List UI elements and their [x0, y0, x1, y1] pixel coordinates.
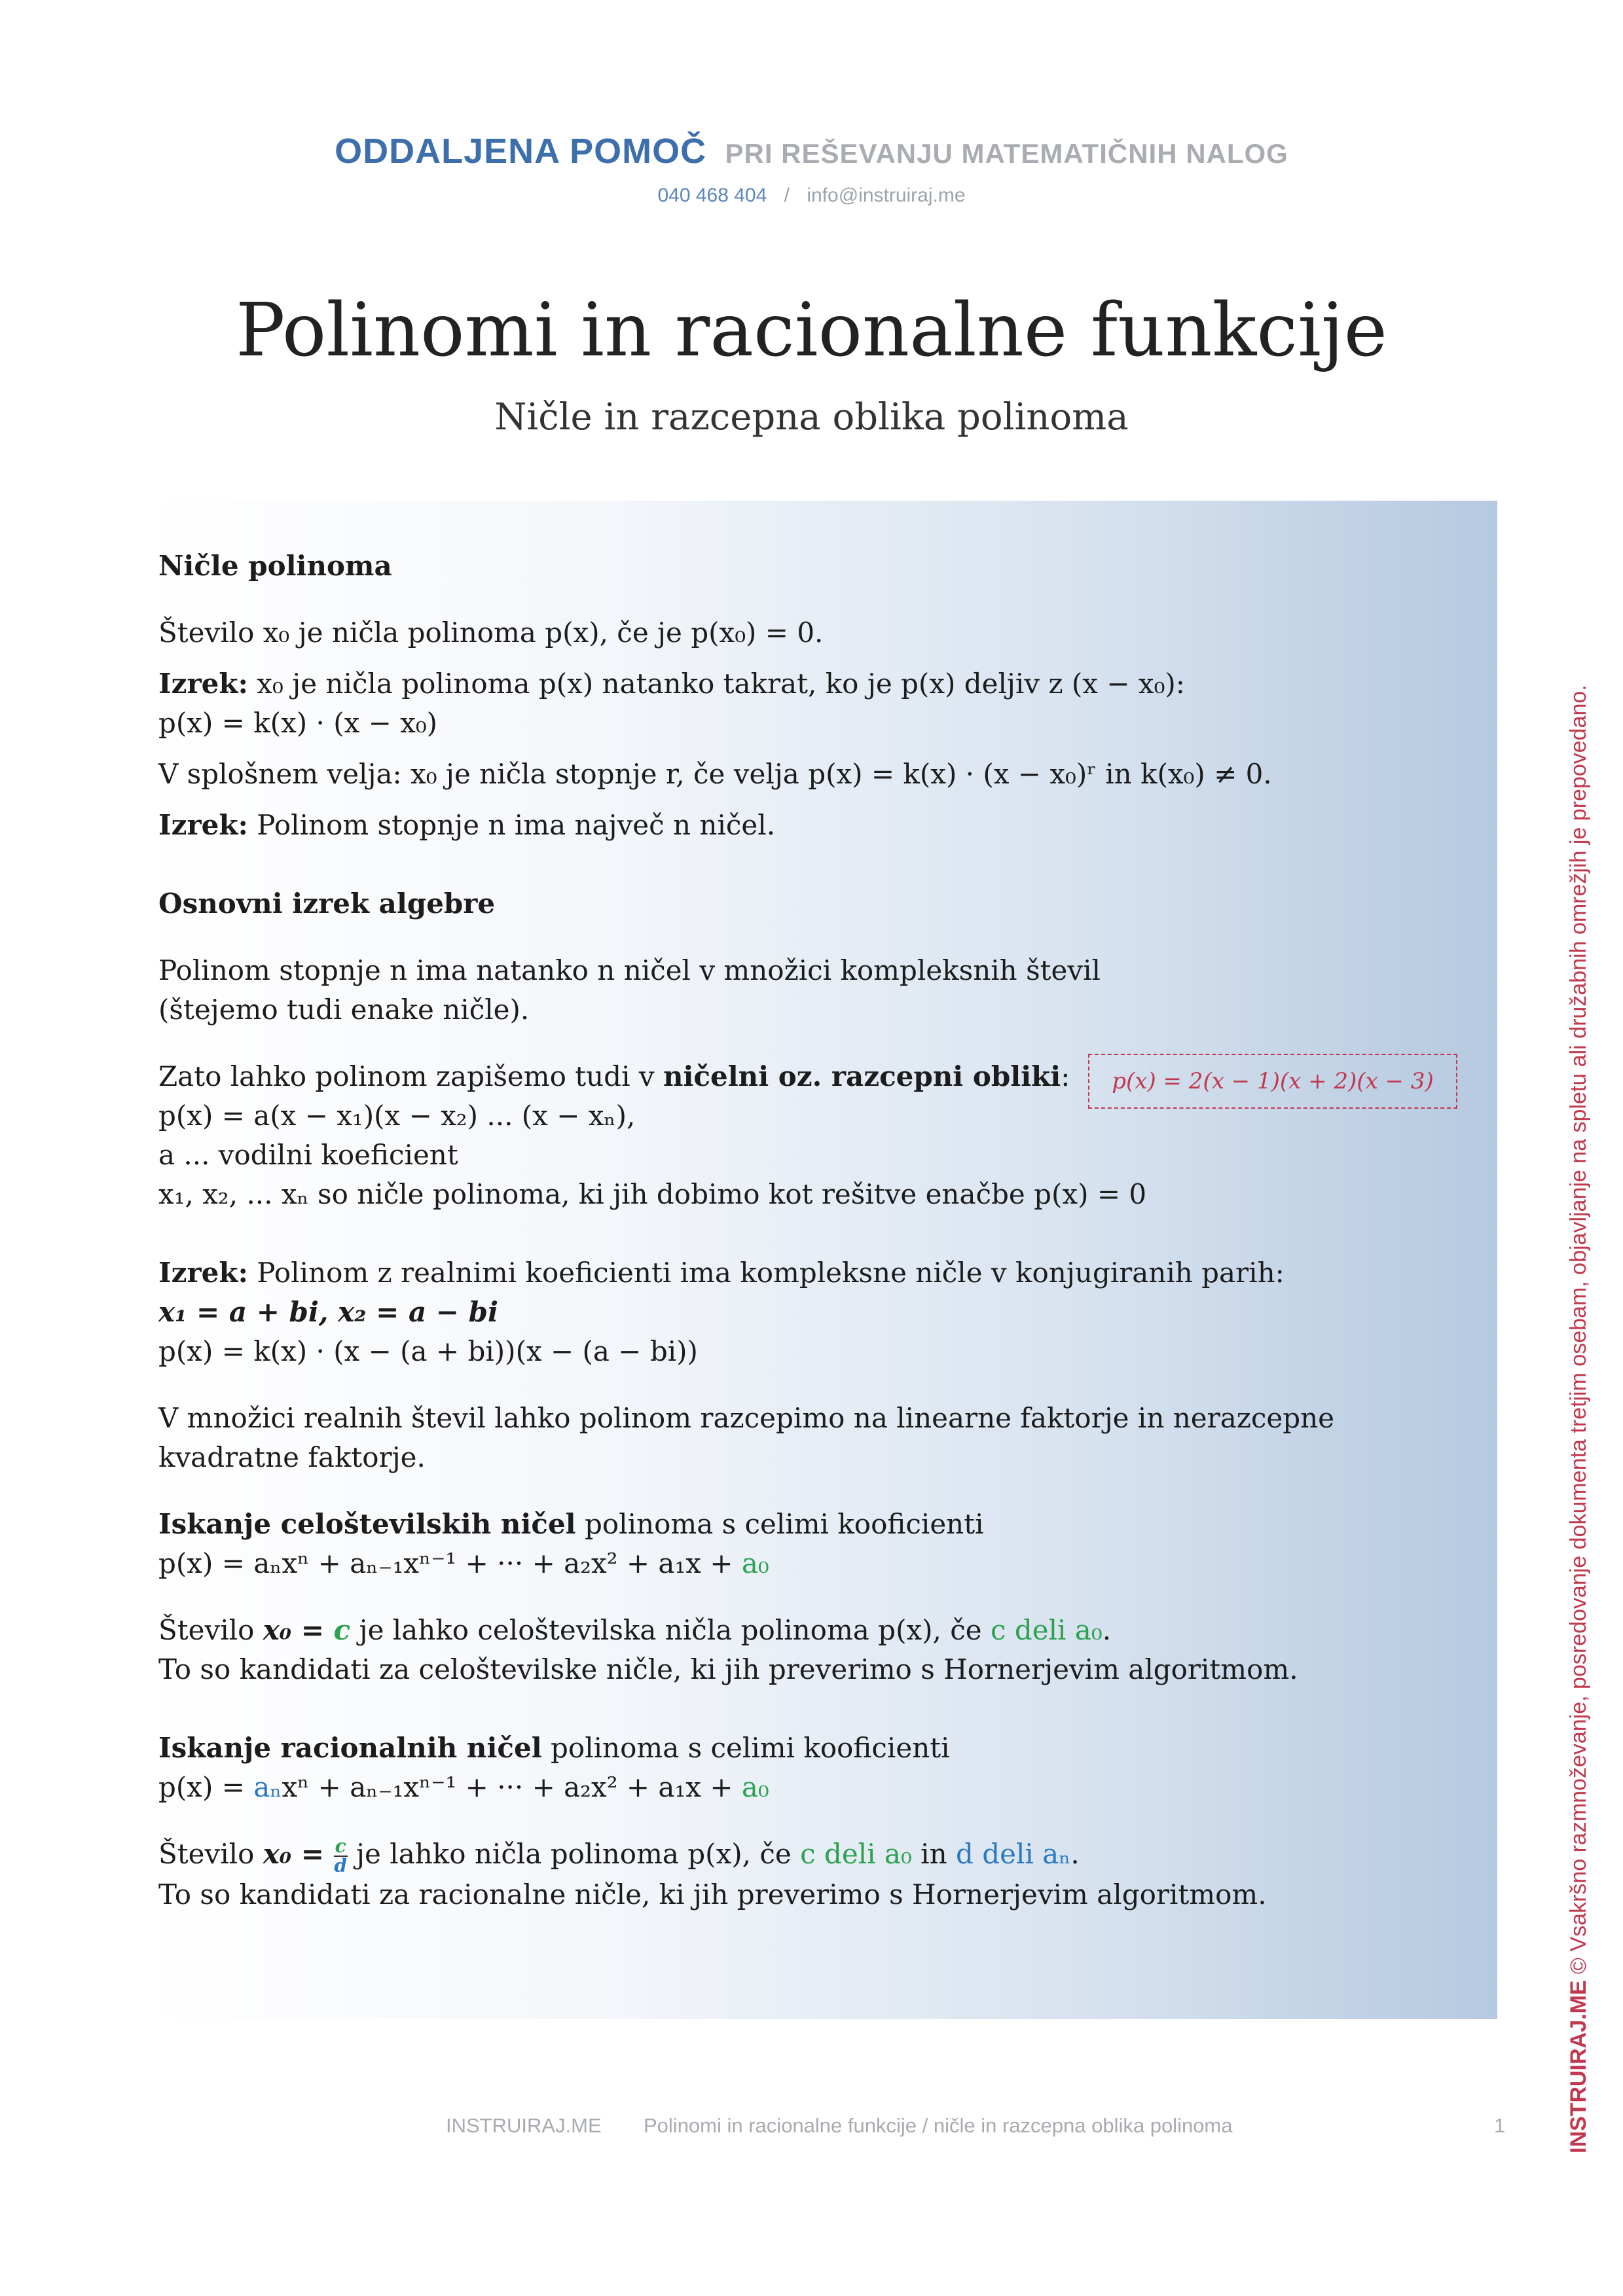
example-box: p(x) = 2(x − 1)(x + 2)(x − 3): [1088, 1054, 1457, 1109]
racionalne-mid: je lahko ničla polinoma p(x), če: [347, 1838, 801, 1870]
nicle-definition: Število x₀ je ničla polinoma p(x), če je p(x₀) = 0.: [158, 617, 824, 649]
osnovni-line1: Polinom stopnje n ima natanko n ničel v množici kompleksnih števil: [158, 954, 1101, 986]
racionalne-fraction: [334, 1837, 348, 1875]
razcepna-intro-pre: Zato lahko polinom zapišemo tudi v: [158, 1060, 663, 1092]
section-heading-osnovni: Osnovni izrek algebre: [158, 888, 496, 920]
racionalne-end: .: [1070, 1838, 1080, 1870]
celostevilske-stevilo-pre: Število: [158, 1614, 263, 1646]
razcepna-formula: p(x) = a(x − x₁)(x − x₂) ... (x − xₙ),: [158, 1100, 636, 1132]
celostevilske-heading-rest: polinoma s celimi kooficienti: [575, 1508, 984, 1540]
razcepna-intro-post: :: [1061, 1060, 1070, 1092]
nicle-resitve: x₁, x₂, ... xₙ so ničle polinoma, ki jih dobimo kot rešitve enačbe p(x) = 0: [158, 1178, 1147, 1210]
celostevilske-formula: [158, 1544, 1402, 1583]
header-tagline: PRI REŠEVANJU MATEMATIČNIH NALOG: [725, 138, 1288, 169]
section-heading-celostevilske: [158, 1505, 1402, 1544]
realni-razcep-1: V množici realnih števil lahko polinom razcepimo na linearne faktorje in nerazcepne: [158, 1402, 1335, 1434]
racionalne-cond2: d deli aₙ: [955, 1838, 1071, 1870]
racionalne-formula-a0: a₀: [741, 1771, 769, 1803]
celostevilske-end: .: [1102, 1614, 1112, 1646]
izrek2-text: Polinom stopnje n ima največ n ničel.: [247, 809, 776, 841]
racionalne-heading-bold: Iskanje racionalnih ničel: [158, 1732, 542, 1764]
header-separator: /: [784, 185, 790, 206]
fraction-denominator: d: [334, 1855, 347, 1876]
racionalne-x0: x₀ =: [263, 1838, 334, 1870]
page-title: Polinomi in racionalne funkcije: [236, 288, 1387, 373]
osnovni-line2: (štejemo tudi enake ničle).: [158, 994, 530, 1026]
racionalne-stevilo: [158, 1835, 1402, 1875]
izrek1-label: Izrek:: [158, 668, 248, 700]
racionalne-formula-pre: p(x) =: [158, 1771, 254, 1803]
celostevilske-mid: je lahko celoštevilska ničla polinoma p(x), če: [350, 1614, 991, 1646]
header-email[interactable]: info@instruiraj.me: [807, 185, 966, 206]
content: [158, 547, 1402, 1914]
racionalne-formula: [158, 1768, 1402, 1807]
racionalne-cond1: c deli a₀: [800, 1838, 912, 1870]
celostevilske-kandidati: To so kandidati za celoštevilske ničle, ki jih preverimo s Hornerjevim algoritmom.: [158, 1653, 1298, 1685]
izrek-kompleksne: [158, 1253, 1402, 1293]
celostevilske-formula-main: p(x) = aₙxⁿ + aₙ₋₁xⁿ⁻¹ + ··· + a₂x² + a₁x +: [158, 1547, 742, 1579]
racionalne-kandidati: To so kandidati za racionalne ničle, ki jih preverimo s Hornerjevim algoritmom.: [158, 1878, 1267, 1910]
izrek2-label: Izrek:: [158, 809, 248, 841]
header-line1: [0, 131, 1623, 171]
racionalne-stevilo-pre: Število: [158, 1838, 263, 1870]
celostevilske-x0: x₀ =: [263, 1614, 334, 1646]
celostevilske-c: c: [333, 1614, 351, 1646]
racionalne-heading-rest: polinoma s celimi kooficienti: [541, 1732, 950, 1764]
sidebar-brand: INSTRUIRAJ.ME: [1566, 1980, 1591, 2153]
footer-path: Polinomi in racionalne funkcije / ničle in razcepna oblika polinoma: [644, 2114, 1233, 2137]
celostevilske-cond: c deli a₀: [990, 1614, 1103, 1646]
racionalne-formula-an: aₙ: [253, 1771, 282, 1803]
copyright-sidebar: [1566, 685, 1592, 2153]
celostevilske-heading-bold: Iskanje celoštevilskih ničel: [158, 1508, 576, 1540]
general-statement: V splošnem velja: x₀ je ničla stopnje r, če velja p(x) = k(x) · (x − x₀)ʳ in k(x₀) ≠ 0.: [158, 758, 1272, 790]
header-contact: [0, 185, 1623, 207]
sidebar-notice: © Vsakršno razmnoževanje, posredovanje dokumenta tretjim osebam, objavljanje na spletu ali družabnih omrežjih je prepovedano.: [1566, 685, 1591, 1981]
fraction-numerator: c: [335, 1835, 346, 1857]
section-heading-nicle: Ničle polinoma: [158, 550, 392, 582]
section-heading-racionalne: [158, 1729, 1402, 1768]
realni-razcep-2: kvadratne faktorje.: [158, 1441, 426, 1473]
celostevilske-formula-a0: a₀: [741, 1547, 769, 1579]
header: [0, 131, 1623, 207]
izrek1-text: x₀ je ničla polinoma p(x) natanko takrat, ko je p(x) deljiv z (x − x₀):: [247, 668, 1185, 700]
page-subtitle: Ničle in razcepna oblika polinoma: [494, 396, 1129, 439]
kompleksni-par: x₁ = a + bi, x₂ = a − bi: [158, 1296, 498, 1328]
izrek1: [158, 664, 1402, 704]
razcepna-intro-bold: ničelni oz. razcepni obliki: [663, 1060, 1061, 1092]
racionalne-in: in: [911, 1838, 956, 1870]
racionalne-formula-mid: xⁿ + aₙ₋₁xⁿ⁻¹ + ··· + a₂x² + a₁x +: [282, 1771, 742, 1803]
footer-site: INSTRUIRAJ.ME: [446, 2114, 602, 2137]
header-phone[interactable]: 040 468 404: [657, 185, 767, 206]
izrek1-formula: p(x) = k(x) · (x − x₀): [158, 707, 438, 739]
izrek-kompleksne-text: Polinom z realnimi koeficienti ima kompleksne ničle v konjugiranih parih:: [247, 1257, 1285, 1289]
page-number: 1: [1494, 2114, 1506, 2137]
kompleksne-formula: p(x) = k(x) · (x − (a + bi))(x − (a − bi)): [158, 1335, 698, 1367]
celostevilske-stevilo: [158, 1611, 1402, 1650]
izrek-kompleksne-label: Izrek:: [158, 1257, 248, 1289]
vodilni-koeficient: a ... vodilni koeficient: [158, 1139, 458, 1171]
izrek2: [158, 806, 1402, 845]
header-brand: ODDALJENA POMOČ: [335, 132, 707, 171]
